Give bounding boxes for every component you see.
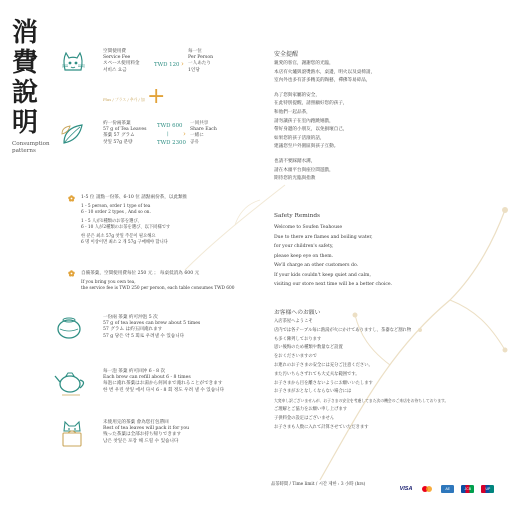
cat-bag-icon [58, 417, 86, 449]
service-fee-price: TWD 120 [154, 62, 180, 68]
title-char-4: 明 [12, 108, 39, 138]
safety-jp-lines: 入店茶屋へようこそ 店内では各テーブル毎に熱湯が火にかけてありますし、茶器など割れ物 も多く陳列しております 思い後悔のため種類や数量など設置 をおくださいますので お連れのお子さまの安全には充分ご注意ください。 また汚いちらさずれても大丈夫な範囲です。 お子さまから目を離さないようにお願いいたします お子さまがおとなしくならない場合には 大変申し訳ございませんが、お子さまの安全を考慮してまた次の機会のご来店をお待ちしております。 ご理解とご協力をお願い申し上げます 子供料金の設定はございません お子さまも人数に入れて計算させていただきます [274, 319, 449, 430]
mastercard-icon [421, 485, 434, 493]
safety-zh-lines: 親愛的客官，謝謝您的光臨， 本店有火爐與滾燙熱水，桌邊，明火以及桌椅請， 室內外也多有許多精美的陶藝，禪佛等易碎品， 為了您與家屬的安全， 在此特別提醒，請照顧好您的孩子， 和他們一起品茶， 請勿讓孩子在室內跑跳嬉戲， 帶好身邊的小朋友，以免損壞自己， 如果您的孩子活潑的話， 建議您至戶外園區與孩子互動。 也請不要踩踏水溝， 請在木頭平台與座位間遊戲， 期待您的光臨與指教 [274, 61, 376, 182]
visa-card-icon: VISA [399, 485, 413, 492]
plus-icon: + [147, 84, 166, 109]
cat-icon [60, 48, 88, 76]
share-arrow: › [183, 130, 186, 138]
per-arrow: › [181, 60, 184, 68]
share-label: 一同共享 Share Each 一緒に 공유 [190, 121, 217, 145]
safety-en-title: Safety Reminds [274, 213, 321, 219]
safety-jp-title: お客様へのお願い [274, 310, 321, 316]
jcb-card-icon: JCB [461, 485, 474, 493]
rule1-lines: 1 - 5 person, order 1 type of tea 6 - 10 order 2 types , And so on. 1 - 5 人が1種類のお茶を選び、 6 - 10 人が2種類のお茶を選び、以下同様です 한 분은 최소 57g 찻잎 주문이 필요해요 6 명 이상이면 최소 2 개 57g 구매해야 합니다 [81, 204, 171, 245]
title-block [12, 18, 44, 138]
rule1-zh: 1-5 位 請點一份茶、6-10 位 請點兩份茶，以此類推 [81, 195, 188, 200]
rule5-lines: 未使用完的茶葉 會為您打包帶回 Rest of tea leaves will pack it for you 残った茶葉は全部お持ち帰りできます 남은 찻잎은 포장 해 드릴 수 있습니다 [103, 420, 190, 444]
rule2-lines: If you bring you own tea, the service fee is TWD 250 per person, each table consumes TWD 600 [81, 280, 235, 291]
title-char-3: 說 [12, 78, 39, 108]
tea-set-label: 約一份兩茶葉 57 g of Tea Leaves 茶葉 57 グラム 찻잎 57g 분량 [103, 121, 147, 145]
title-char-1: 消 [12, 18, 39, 48]
service-fee-label: 空間使用費 Service Fee スペース使用料金 서비스 요금 [103, 49, 140, 73]
unionpay-card-icon: UP [481, 485, 494, 493]
subtitle: Consumption patterns [12, 141, 50, 154]
rule3-lines: 一份兩 茶葉 約可沖泡 5 次 57 g of tea leaves can brew about 5 times 57 グラム は約五回淹れます 57 g 당은 약 5 회로 우려낼 수 있습니다 [103, 315, 201, 339]
flower-icon [68, 270, 75, 277]
amex-card-icon: AE [441, 485, 454, 493]
title-char-2: 費 [12, 48, 39, 78]
tea-set-price-small: TWD 600 [157, 123, 183, 129]
tea-pot-icon [54, 312, 84, 342]
tea-leaf-icon [60, 121, 86, 147]
price-divider: | [167, 131, 169, 137]
tea-set-price-large: TWD 2300 [157, 140, 186, 146]
payment-cards [396, 478, 494, 497]
safety-en-lines: Welcome to Soufen Teahouse Due to there are flames and boiling water, for your children's safety, please keep eye on them. We'll charge an other customers do. If your kids couldn't keep quiet and calm, visiting our store next time will be a better choice. [274, 225, 393, 287]
teapot-icon [54, 366, 88, 396]
plus-caption: Plus / プラス / 추가 / 加 [103, 97, 145, 102]
per-person-label: 每一位 Per Person 一人あたり 1인당 [188, 49, 214, 73]
safety-zh-title: 安全提醒 [274, 51, 299, 58]
rule4-lines: 每一泡 茶葉 約可回沖 6 - 8 次 Each brew can refill about 6 - 8 times 每泡に淹れ茶葉はお湯から何回まで淹れることができます 한 번 우린 찻잎 에서 다시 6 - 8 회 정도 우려 낼 수 있습니다 [103, 369, 225, 393]
time-limit: 品茶時間 / Time limit / 시간 제한 : 3 小時 (hrs) [271, 482, 366, 487]
rule2-zh: 自備茶葉，空間使用費每位 250 元 ； 每桌低消為 600 元 [81, 271, 200, 276]
flower-icon [68, 195, 75, 202]
